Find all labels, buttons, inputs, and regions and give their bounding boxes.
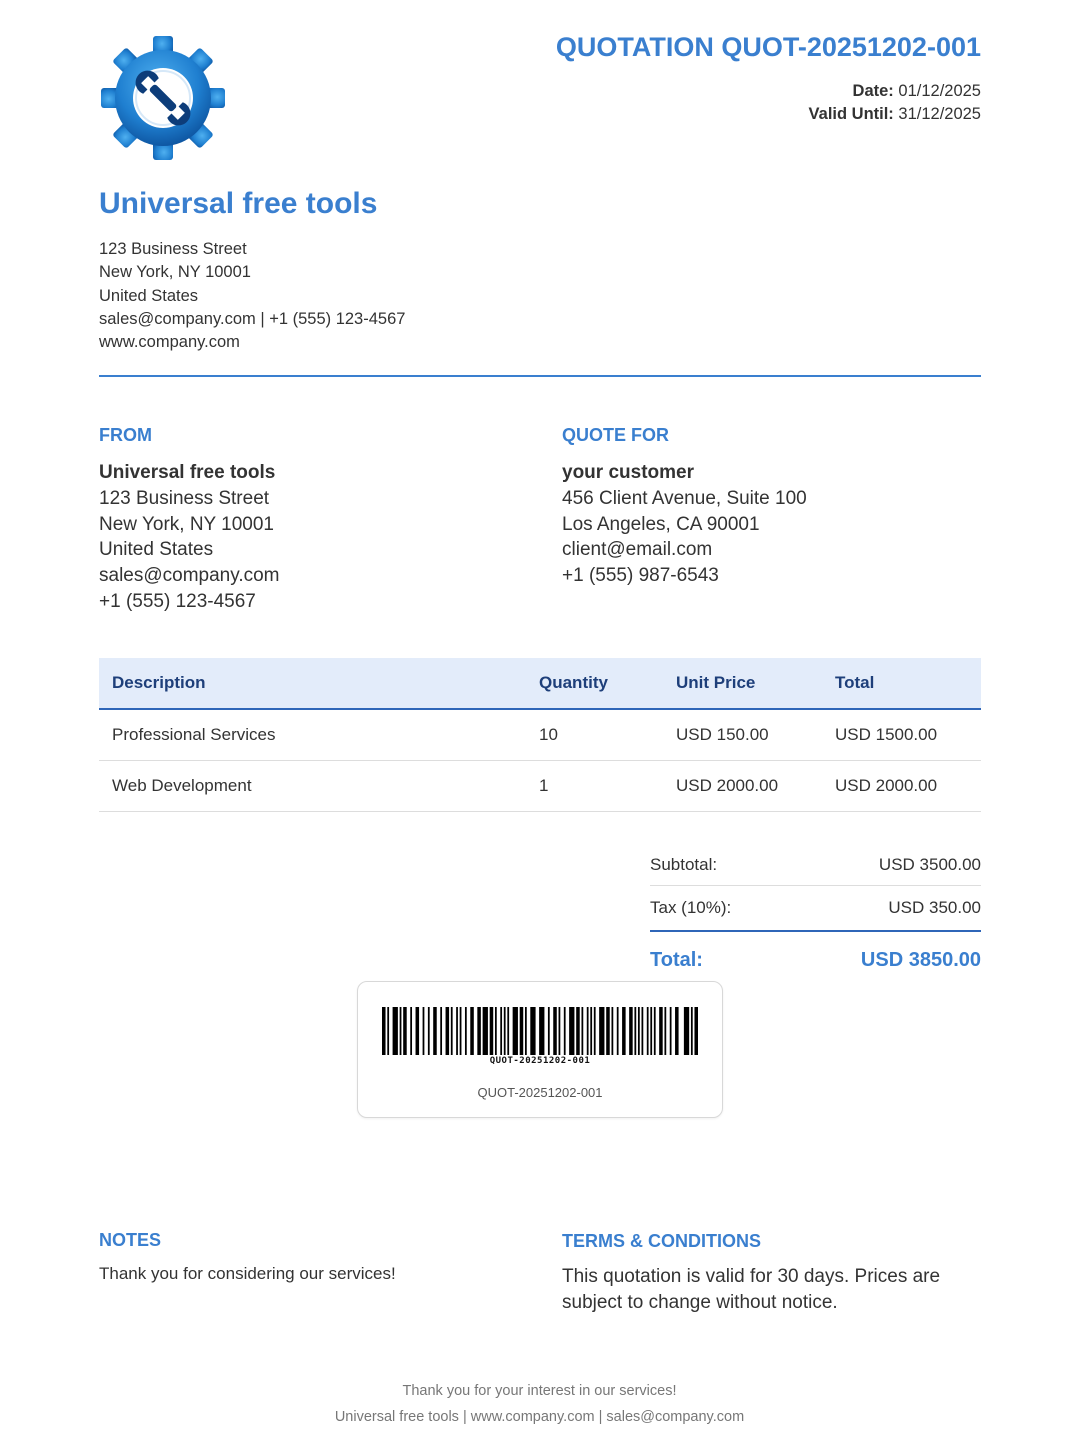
- barcode-bar: [587, 1007, 589, 1055]
- barcode-bar: [590, 1007, 592, 1055]
- grand-total-row: [650, 932, 981, 984]
- barcode-bar: [576, 1007, 580, 1055]
- terms-text: This quotation is valid for 30 days. Prices are subject to change without notice.: [562, 1266, 941, 1313]
- barcode-bar: [495, 1007, 497, 1055]
- barcode-bar: [642, 1007, 644, 1055]
- company-name: Universal free tools: [99, 187, 378, 220]
- barcode-bar: [599, 1007, 604, 1055]
- barcode-bar: [504, 1007, 506, 1055]
- item-description: Web Development: [99, 761, 526, 812]
- barcode-bar: [477, 1007, 481, 1055]
- barcode-bar: [483, 1007, 488, 1055]
- footer-thanks: Thank you for your interest in our services!: [402, 1383, 677, 1399]
- date-label: Date:: [852, 82, 894, 100]
- table-row: [99, 709, 981, 761]
- item-unit-price: USD 150.00: [663, 709, 822, 761]
- company-info: [99, 238, 405, 354]
- grand-total-label: Total:: [650, 948, 703, 971]
- barcode-bar: [634, 1007, 636, 1055]
- barcode-bar: [617, 1007, 619, 1055]
- client-email: client@email.com: [562, 539, 713, 561]
- from-label: FROM: [99, 425, 152, 445]
- quote-for-block: [562, 460, 807, 589]
- barcode-bar: [382, 1007, 386, 1055]
- grand-total-value: USD 3850.00: [860, 948, 981, 971]
- barcode-bar: [594, 1007, 596, 1055]
- quotation-title: QUOTATION QUOT-20251202-001: [555, 32, 981, 62]
- company-address-line-2: New York, NY 10001: [99, 263, 251, 282]
- client-phone: +1 (555) 987-6543: [562, 565, 719, 587]
- barcode-bar: [456, 1007, 458, 1055]
- barcode-bar: [684, 1007, 689, 1055]
- barcode-bar: [433, 1007, 437, 1055]
- date-value: 01/12/2025: [898, 82, 981, 100]
- item-total: USD 2000.00: [822, 761, 981, 812]
- company-website: www.company.com: [99, 333, 240, 352]
- barcode-bar: [490, 1007, 494, 1055]
- barcode-bar: [622, 1007, 626, 1055]
- barcode-bar: [548, 1007, 550, 1055]
- from-block: [99, 460, 280, 615]
- barcode-bar: [581, 1007, 583, 1055]
- company-contact: sales@company.com | +1 (555) 123-4567: [99, 309, 406, 328]
- barcode-bar: [416, 1007, 420, 1055]
- barcode-bar: [650, 1007, 652, 1055]
- barcode-bar: [559, 1007, 561, 1055]
- notes-label: NOTES: [99, 1230, 162, 1250]
- barcode-bar: [507, 1007, 509, 1055]
- barcode-bar: [530, 1007, 535, 1055]
- company-logo: [100, 36, 228, 162]
- barcode-bar: [387, 1007, 389, 1055]
- valid-until-line: [809, 103, 981, 126]
- tax-label: Tax (10%):: [650, 898, 732, 917]
- barcode-bar: [465, 1007, 467, 1055]
- barcode-bar: [659, 1007, 663, 1055]
- barcode-bar: [564, 1007, 566, 1055]
- barcode-bar: [569, 1007, 574, 1055]
- client-address-line-2: Los Angeles, CA 90001: [562, 513, 760, 535]
- terms-label: TERMS & CONDITIONS: [562, 1231, 762, 1251]
- item-total: USD 1500.00: [822, 709, 981, 761]
- barcode-bar: [403, 1007, 407, 1055]
- barcode-bar: [440, 1007, 442, 1055]
- barcode-bar: [525, 1007, 527, 1055]
- barcode-bar: [446, 1007, 450, 1055]
- table-row: [99, 761, 981, 812]
- barcode-bar: [393, 1007, 398, 1055]
- from-address-line-1: 123 Business Street: [99, 487, 270, 509]
- barcode-caption: QUOT-20251202-001: [477, 1085, 603, 1100]
- item-quantity: 10: [526, 709, 663, 761]
- totals-block: [650, 845, 981, 984]
- quote-dates: [809, 80, 981, 126]
- column-header-quantity: Quantity: [526, 658, 663, 709]
- notes-text: Thank you for considering our services!: [99, 1264, 396, 1283]
- gear-wrench-icon: [100, 36, 228, 162]
- barcode-bar: [694, 1007, 698, 1055]
- barcode-bar: [428, 1007, 430, 1055]
- barcode-bar: [675, 1007, 679, 1055]
- client-name: your customer: [562, 462, 694, 483]
- barcode-bar: [553, 1007, 557, 1055]
- item-description: Professional Services: [99, 709, 526, 761]
- from-phone: +1 (555) 123-4567: [99, 590, 256, 612]
- barcode-bar: [470, 1007, 474, 1055]
- header-divider: [99, 375, 981, 377]
- barcode-bar: [410, 1007, 412, 1055]
- from-country: United States: [99, 539, 214, 561]
- item-unit-price: USD 2000.00: [663, 761, 822, 812]
- barcode-bar: [612, 1007, 614, 1055]
- barcode-bar: [629, 1007, 633, 1055]
- subtotal-value: USD 3500.00: [878, 855, 981, 874]
- barcode-bar: [670, 1007, 672, 1055]
- barcode: [382, 1007, 698, 1055]
- subtotal-label: Subtotal:: [650, 855, 718, 874]
- valid-until-value: 31/12/2025: [898, 105, 981, 123]
- barcode-bar: [654, 1007, 656, 1055]
- barcode-bar: [539, 1007, 544, 1055]
- barcode-bar: [691, 1007, 693, 1055]
- tax-value: USD 350.00: [888, 898, 981, 917]
- barcode-bar: [638, 1007, 640, 1055]
- barcode-bar: [500, 1007, 502, 1055]
- barcode-card: [357, 981, 723, 1118]
- table-header-row: [99, 658, 981, 709]
- from-name: Universal free tools: [99, 462, 276, 483]
- column-header-total: Total: [822, 658, 981, 709]
- column-header-unit-price: Unit Price: [663, 658, 822, 709]
- company-address-line-1: 123 Business Street: [99, 240, 247, 258]
- barcode-bar: [423, 1007, 425, 1055]
- quote-for-label: QUOTE FOR: [562, 425, 669, 445]
- barcode-bar: [606, 1007, 610, 1055]
- column-header-description: Description: [99, 658, 526, 709]
- valid-until-label: Valid Until:: [808, 105, 894, 123]
- company-country: United States: [99, 286, 199, 305]
- from-address-line-2: New York, NY 10001: [99, 513, 274, 535]
- barcode-bar: [400, 1007, 402, 1055]
- client-address-line-1: 456 Client Avenue, Suite 100: [562, 487, 807, 509]
- date-line: [809, 80, 981, 103]
- subtotal-row: [650, 845, 981, 886]
- item-quantity: 1: [526, 761, 663, 812]
- barcode-bar: [451, 1007, 453, 1055]
- from-email: sales@company.com: [99, 565, 280, 587]
- barcode-bar: [520, 1007, 524, 1055]
- barcode-bar: [513, 1007, 518, 1055]
- barcode-bar: [664, 1007, 666, 1055]
- tax-row: [650, 886, 981, 932]
- footer-contact: Universal free tools | www.company.com | sales@company.com: [334, 1409, 745, 1425]
- barcode-bar: [647, 1007, 649, 1055]
- barcode-bar: [460, 1007, 462, 1055]
- line-items-table: [99, 658, 981, 812]
- barcode-human-readable: QUOT-20251202-001: [489, 1056, 591, 1066]
